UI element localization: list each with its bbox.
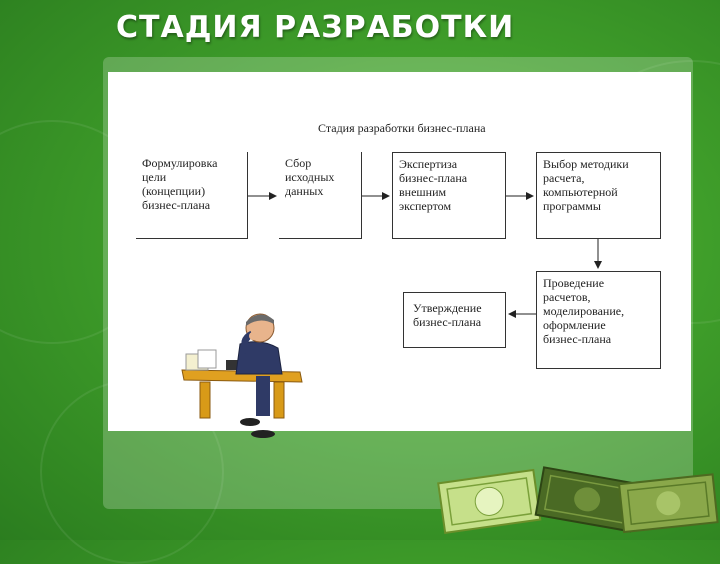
diagram-title: Стадия разработки бизнес-плана	[318, 121, 486, 135]
slide-title: СТАДИЯ РАЗРАБОТКИ	[116, 10, 515, 45]
step-box-expertise: Экспертиза бизнес-плана внешним экспертом	[392, 152, 506, 239]
step-box-calculations: Проведение расчетов, моделирование, оформление бизнес-плана	[536, 271, 661, 369]
step-box-data-collection: Сбор исходных данных	[279, 152, 362, 239]
step-box-approval: Утверждение бизнес-плана	[403, 292, 506, 348]
step-box-goal: Формулировка цели (концепции) бизнес-плана	[136, 152, 248, 239]
thinking-man-illustration	[170, 300, 310, 450]
step-box-method-choice: Выбор методики расчета, компьютерной программы	[536, 152, 661, 239]
money-bills-illustration	[435, 465, 720, 540]
